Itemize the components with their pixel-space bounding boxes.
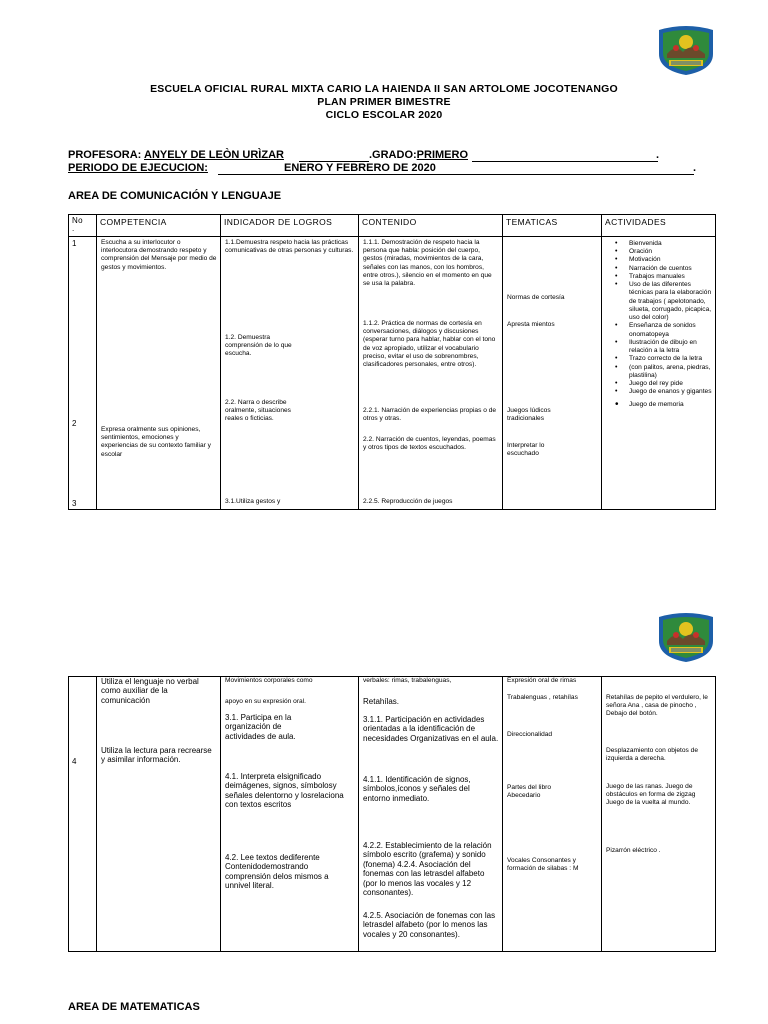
area-matematicas-title: AREA DE MATEMATICAS <box>68 1001 200 1013</box>
tematica-text: Partes del libro Abecedario <box>507 784 551 799</box>
competencia-text: Expresa oralmente sus opiniones, sentimientos, emociones y experiencias de su contexto familiar y escolar <box>101 426 211 458</box>
profesora-line <box>68 149 284 161</box>
school-logo <box>655 611 717 663</box>
tematica-text: Direccionalidad <box>507 731 553 738</box>
indicador-text: 1.2. Demuestra comprensión de lo que escucha. <box>225 334 292 358</box>
header-contenido: CONTENIDO <box>359 215 503 237</box>
plan-table-2 <box>68 676 716 952</box>
tematica-text: Vocales Consonantes y formación de silabas : M <box>507 857 579 872</box>
indicador-text: 3.1. Participa en la organización de actividades de aula. <box>225 713 296 741</box>
cell-competencia <box>97 677 221 952</box>
cell-indicador <box>221 677 359 952</box>
cell-competencia <box>97 237 221 510</box>
tematica-text: Expresión oral de rimas <box>507 677 577 684</box>
indicador-text: 4.2. Lee textos dediferente Contenidodemostrando comprensión delos mismos a unnivel literal. <box>225 853 329 891</box>
cell-numbers <box>69 677 97 952</box>
indicador-text: 1.1.Demuestra respeto hacia las prácticas comunicativas de otras personas y culturas. <box>225 239 354 255</box>
contenido-text: Retahílas. <box>363 697 400 706</box>
cell-indicador <box>221 237 359 510</box>
competencia-text: Utiliza el lenguaje no verbal como auxiliar de la comunicación <box>101 677 199 705</box>
plan-title: PLAN PRIMER BIMESTRE <box>317 96 451 108</box>
tematica-text: Trabalenguas , retahílas <box>507 694 578 701</box>
actividad-text: Juego de las ranas. Juego de obstáculos en forma de zigzag Juego de la vuelta al mundo. <box>606 783 696 806</box>
list-item: • Motivación <box>629 256 712 264</box>
periodo-label: PERIODO DE EJECUCION: <box>68 162 208 174</box>
cell-actividades <box>602 237 716 510</box>
grado-value: PRIMERO <box>416 149 469 161</box>
tematica-text: Interpretar lo escuchado <box>507 442 545 458</box>
row-number: 3 <box>72 499 77 508</box>
indicador-text: 2.2. Narra o describe oralmente, situaciones reales o ficticias. <box>225 399 291 423</box>
header-competencia: COMPETENCIA <box>97 215 221 237</box>
row-number: 1 <box>72 239 77 248</box>
tematica-text: Juegos lúdicos tradicionales <box>507 407 551 423</box>
profesora-label: PROFESORA: <box>68 149 144 161</box>
profesora-value: ANYELY DE LEÒN URÌZAR <box>144 149 284 161</box>
list-item: • Juego del rey pide <box>629 380 712 388</box>
list-item: • Enseñanza de sonidos onomatopeya <box>629 322 712 338</box>
contenido-text: 3.1.1. Participación en actividades orientadas a la identificación de necesidades Organizativas en el aula. <box>363 715 499 743</box>
list-item: • Ilustración de dibujo en relación a la letra <box>629 339 712 355</box>
contenido-text: 2.2. Narración de cuentos, leyendas, poemas y otros tipos de textos escuchados. <box>363 436 496 452</box>
periodo-line <box>68 162 208 174</box>
periodo-underline <box>218 174 694 175</box>
actividades-list <box>605 240 712 410</box>
header-tematicas: TEMATICAS <box>503 215 602 237</box>
contenido-text: 1.1.2. Práctica de normas de cortesía en conversaciones, diálogos y discusiones (esperar turno para hablar, hablar con el tono de voz apropiado, utilizar el vocabulario preciso, evitar el uso de sobrenombres, clasificadores personales, entre otros). <box>363 320 496 369</box>
contenido-text: 4.1.1. Identificación de signos, símbolos,íconos y señales del entorno inmediato. <box>363 775 471 803</box>
list-item: • Juego de enanos y gigantes <box>629 388 712 396</box>
contenido-text: verbales: rimas, trabalenguas, <box>363 677 452 684</box>
tematica-text: Normas de cortesía <box>507 294 565 301</box>
list-item: • Trabajos manuales <box>629 273 712 281</box>
cell-tematicas <box>503 237 602 510</box>
indicador-text: 4.1. Interpreta elsignificado deimágenes, signos, símbolosy señales delentorno y losrelaciona con textos escritos <box>225 772 344 810</box>
periodo-value: ENERO Y FEBRERO DE 2020 <box>284 162 436 174</box>
cell-tematicas <box>503 677 602 952</box>
list-item: • Trazo correcto de la letra <box>629 355 712 363</box>
grado-line <box>369 149 468 161</box>
list-item: • Narración de cuentos <box>629 265 712 273</box>
header-indicador: INDICADOR DE LOGROS <box>221 215 359 237</box>
cell-actividades <box>602 677 716 952</box>
actividad-text: Pizarrón eléctrico . <box>606 847 661 854</box>
periodo-period: . <box>693 162 697 174</box>
contenido-text: 4.2.5. Asociación de fonemas con las letrasdel alfabeto (por lo menos las vocales y 20 consonantes). <box>363 911 496 939</box>
grado-underline <box>472 161 658 162</box>
cycle-title: CICLO ESCOLAR 2020 <box>325 109 443 121</box>
list-item: • Uso de las diferentes técnicas para la elaboración de trabajos ( apelotonado, silueta, corrugado, picapica, uso del color) <box>629 281 712 322</box>
area-comunicacion-title: AREA DE COMUNICACIÓN Y LENGUAJE <box>68 190 282 202</box>
actividad-text: Desplazamiento con objetos de izquierda a derecha. <box>606 747 699 762</box>
table-row <box>69 677 716 952</box>
school-name: ESCUELA OFICIAL RURAL MIXTA CARIO LA HAIENDA II SAN ARTOLOME JOCOTENANGO <box>150 83 618 95</box>
list-item: • Oración <box>629 248 712 256</box>
header-no: No . <box>69 215 97 237</box>
contenido-text: 1.1.1. Demostración de respeto hacia la persona que habla: posición del cuerpo, gestos (miradas, movimientos de la cara, señales con las manos, con los hombros, entre otros.), silencio en el momento en que se usa la palabra. <box>363 239 492 288</box>
header-actividades: ACTIVIDADES <box>602 215 716 237</box>
row-number: 4 <box>72 757 77 766</box>
cell-contenido <box>359 237 503 510</box>
table-row <box>69 237 716 510</box>
competencia-text: Utiliza la lectura para recrearse y asimilar información. <box>101 746 212 765</box>
school-logo <box>655 24 717 76</box>
actividad-text: Retahílas de pepito el verdulero, le señora Ana , casa de pinocho , Debajo del botón. <box>606 694 708 717</box>
grado-label: .GRADO: <box>369 149 417 161</box>
cell-numbers <box>69 237 97 510</box>
competencia-text: Escucha a su interlocutor o interlocutora demostrando respeto y comprensión del Mensaje por medio de gestos y movimientos. <box>101 239 217 271</box>
indicador-text: Movimientos corporales como <box>225 677 313 684</box>
cell-contenido <box>359 677 503 952</box>
list-item: • Juego de memoria <box>629 401 712 409</box>
contenido-text: 2.2.5. Reproducción de juegos <box>363 498 453 505</box>
grado-period: . <box>656 149 660 161</box>
contenido-text: 2.2.1. Narración de experiencias propias o de otros y otras. <box>363 407 497 423</box>
indicador-text: apoyo en su expresión oral. <box>225 698 307 705</box>
tematica-text: Apresta mientos <box>507 321 555 328</box>
row-number: 2 <box>72 419 77 428</box>
table-header-row <box>69 215 716 237</box>
plan-table-1 <box>68 214 716 510</box>
indicador-text: 3.1.Utiliza gestos y <box>225 498 281 505</box>
contenido-text: 4.2.2. Establecimiento de la relación símbolo escrito (grafema) y sonido (fonema) 4.2.4. Asociación del fonemas con las letrasdel alfabeto (por lo menos las vocales y 12 consonantes). <box>363 841 492 898</box>
list-item: • (con palitos, arena, piedras, plastilina) <box>629 364 712 380</box>
list-item: • Bienvenida <box>629 240 712 248</box>
